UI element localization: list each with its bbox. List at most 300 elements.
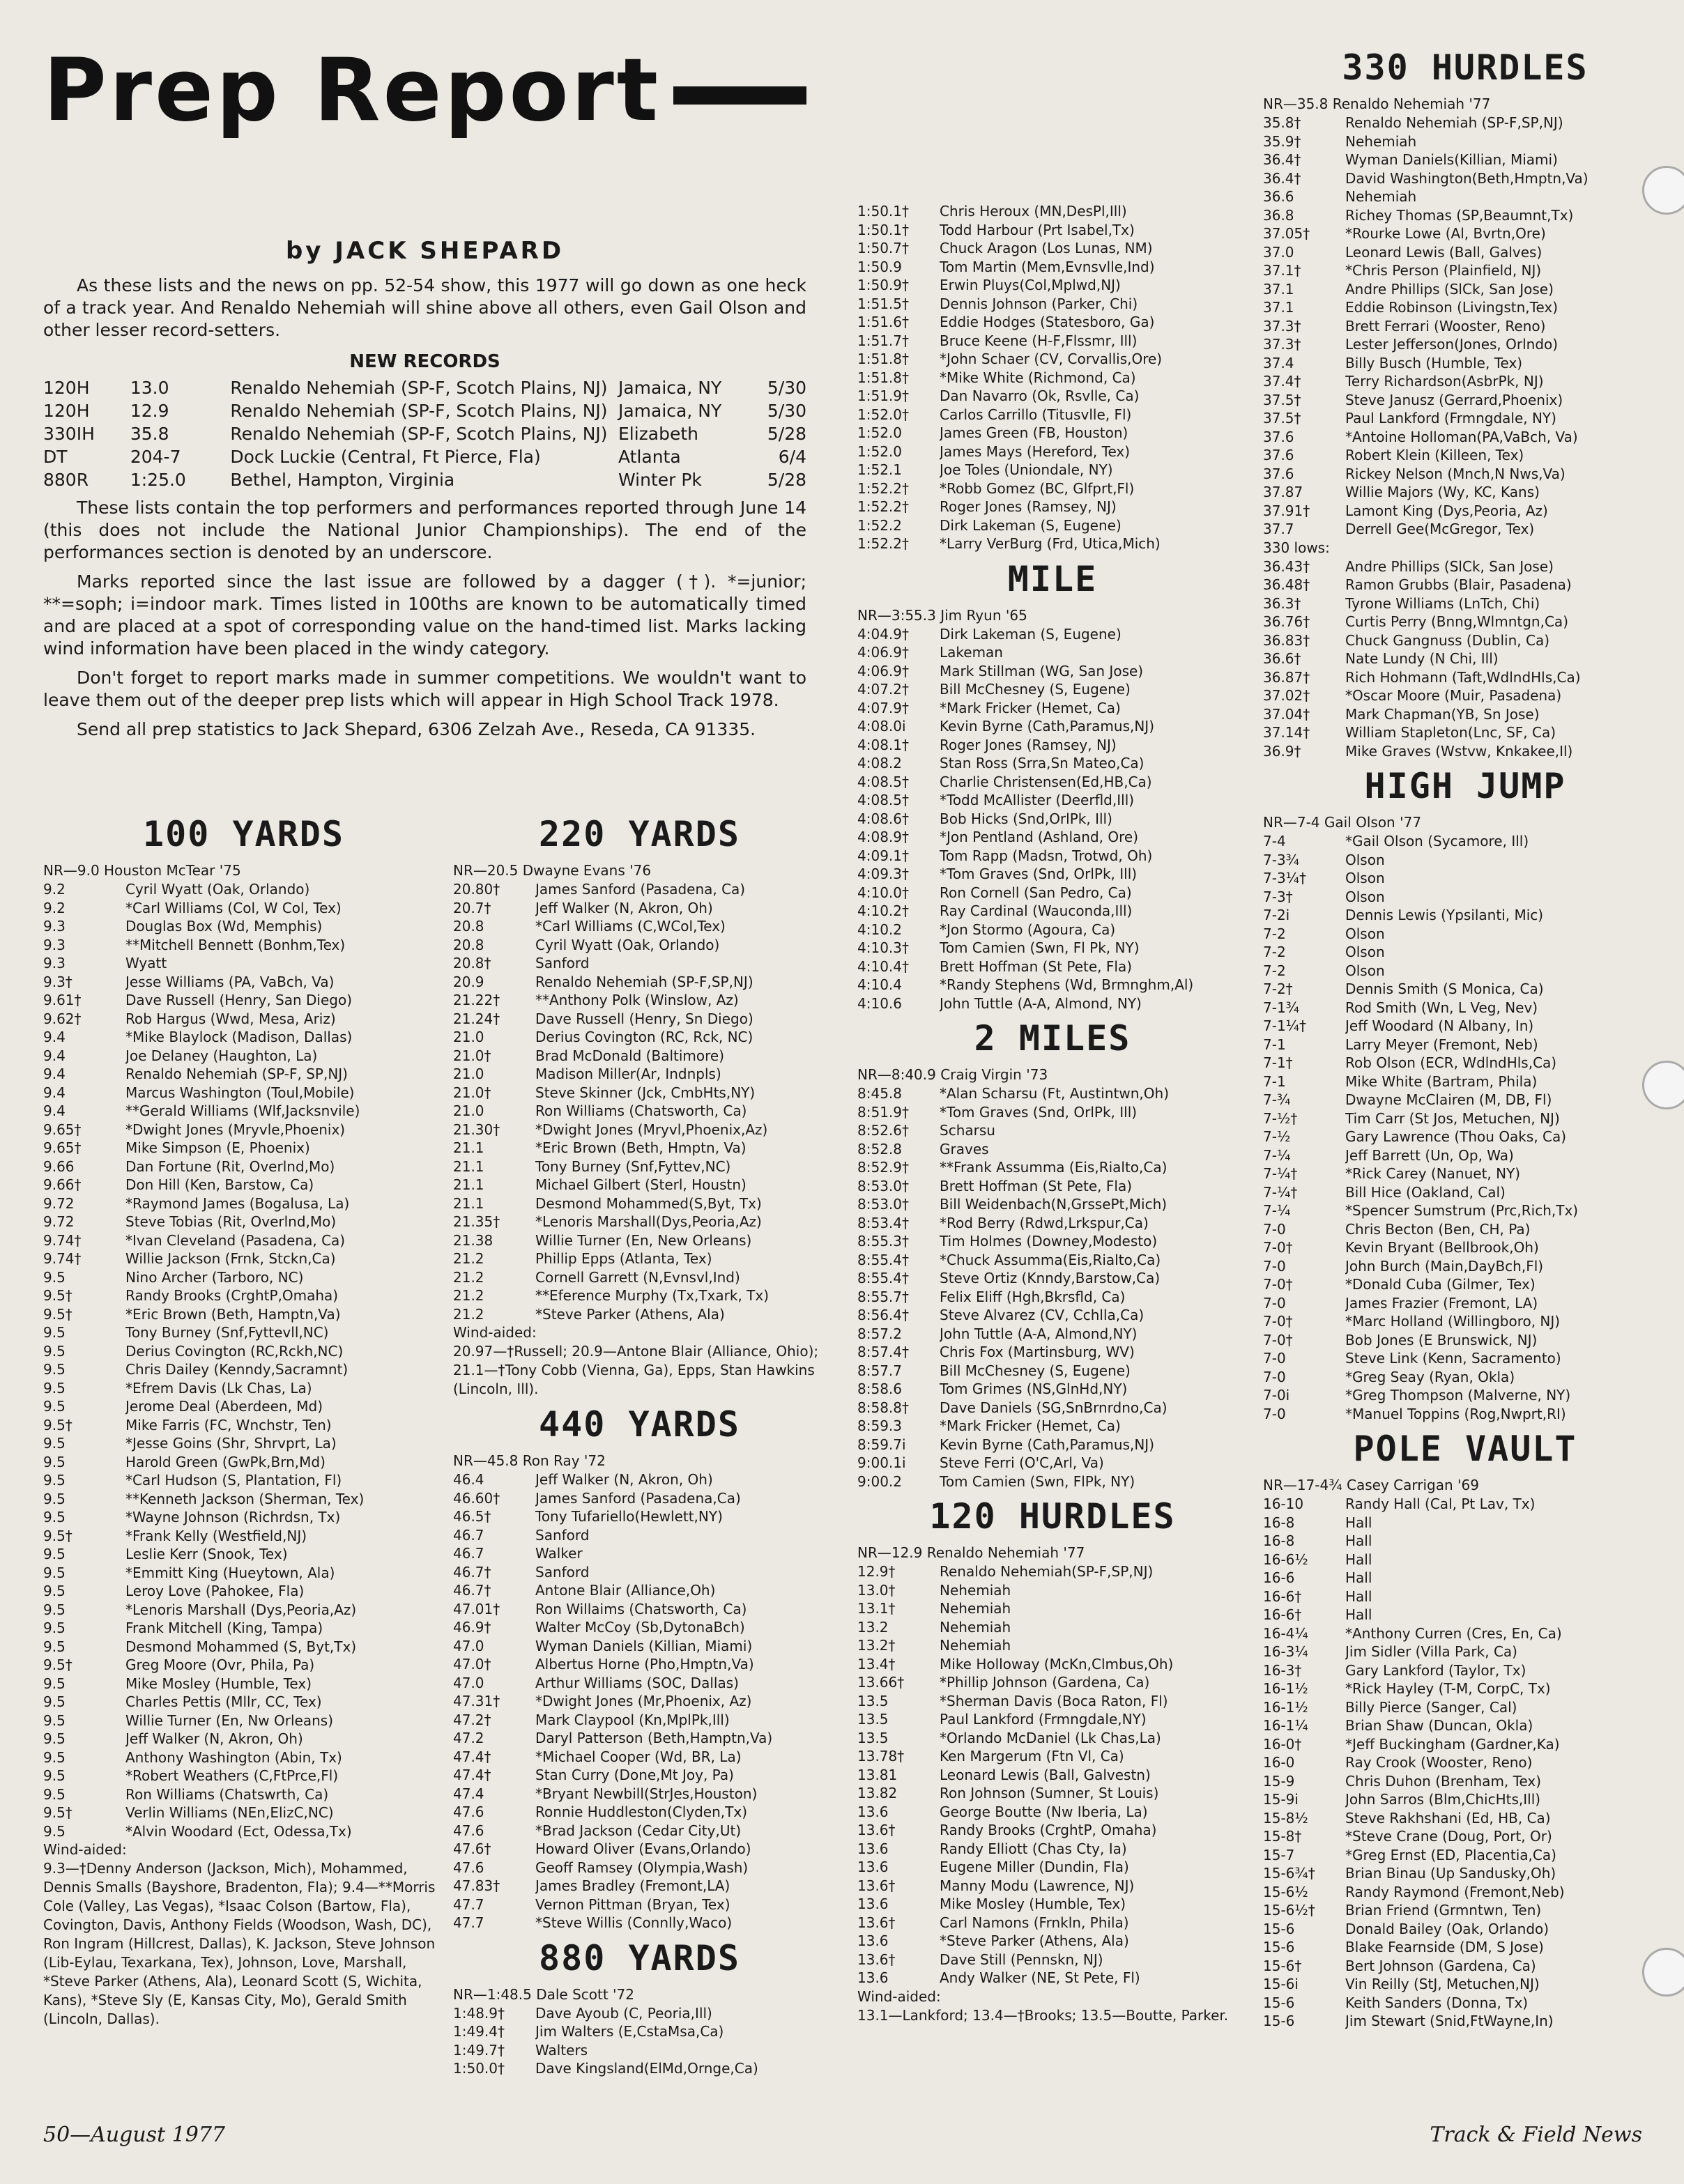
mark: 35.8† [1263,114,1301,131]
list-item [857,1084,1248,1103]
mark: 1:50.9† [857,277,909,293]
list-item [43,1712,444,1730]
athlete: *Frank Kelly (Westfield,NJ) [125,1527,307,1544]
mark: 13.6 [857,1969,889,1986]
mark: 4:08.6† [857,810,909,827]
athlete: Arthur Williams (SOC, Dallas) [535,1674,739,1691]
mark: 16-1½ [1263,1680,1308,1697]
list-item [43,1416,444,1435]
list-item [453,1489,826,1508]
athlete: Nehemiah [940,1637,1011,1654]
mark: 16-1½ [1263,1698,1308,1716]
athlete: Randy Brooks (CrghtP, Omaha) [940,1822,1157,1838]
list-item [453,1581,826,1600]
list-item [857,1747,1248,1766]
athlete: Bill McChesney (S, Eugene) [940,1362,1131,1379]
athlete: Tom Camien (Swn, FlPk, NY) [940,1472,1135,1490]
athlete: Renaldo Nehemiah (SP-F, SP,NJ) [125,1066,348,1082]
athlete: Steve Ortiz (Knndy,Barstow,Ca) [940,1270,1161,1286]
athlete: Wyman Daniels (Killian, Miami) [535,1637,753,1654]
athlete: Paul Lankford (Frmngdale,NY) [940,1711,1147,1728]
mark: 1:51.8† [857,351,909,367]
list-item [43,1582,444,1601]
athlete: Graves [940,1140,989,1158]
athlete: *Alvin Woodard (Ect, Odessa,Tx) [125,1822,352,1840]
athlete: Ray Crook (Wooster, Reno) [1345,1754,1533,1771]
wind-aided-marks: 13.1—Lankford; 13.4—†Brooks; 13.5—Boutte, Parker. [857,2006,1229,2024]
mark: 13.6 [857,1932,889,1949]
mark: 13.4† [857,1655,896,1672]
list-item [1263,1164,1667,1183]
athlete: Joe Delaney (Haughton, La) [125,1047,318,1064]
athlete: Dennis Johnson (Parker, Chi) [940,295,1138,312]
athlete: Jesse Williams (PA, VaBch, Va) [125,973,335,990]
mark: 7-0 [1263,1368,1286,1385]
athlete: *Eric Brown (Beth, Hmptn, Va) [535,1139,747,1156]
list-item [857,699,1248,718]
athlete: Steve Ferri (O'C,Arl, Va) [940,1454,1104,1471]
mark: 9.5 [43,1822,66,1840]
list-item [1263,1368,1667,1387]
column-distance [857,202,1248,2029]
section-100-yards [43,814,444,2029]
list-item [857,939,1248,958]
list-item [43,1176,444,1194]
list-item [1263,1809,1667,1828]
record-cell: 880R [43,470,89,490]
sublist-label: 330 lows: [1263,539,1330,556]
section-heading: 330 HURDLES [1342,47,1589,88]
list-item [43,1785,444,1804]
athlete: Sanford [535,955,590,971]
column-field [1263,42,1667,2035]
mark: 4:09.1† [857,847,909,864]
mark: 37.6 [1263,465,1294,482]
list-item [1263,1938,1667,1957]
athlete: **Kenneth Jackson (Sherman, Tex) [125,1490,365,1507]
record-cell: Renaldo Nehemiah (SP-F, Scotch Plains, NJ) [230,401,608,421]
mark: 9.5 [43,1638,66,1655]
athlete: Steve Alvarez (CV, Cchlla,Ca) [940,1307,1145,1323]
mark: 46.7 [453,1526,484,1544]
list-item [857,1655,1248,1674]
section-880-cont [857,202,1248,553]
list-item [453,1194,826,1213]
mark: 8:57.4† [857,1344,909,1360]
mark: 9.3 [43,936,66,953]
wind-aided-label: Wind-aided: [43,1841,127,1858]
athlete: Chuck Gangnuss (Dublin, Ca) [1345,631,1550,649]
list-item [1263,1753,1667,1772]
athlete: Dan Fortune (Rit, Overlnd,Mo) [125,1158,335,1175]
athlete: *Antoine Holloman(PA,VaBch, Va) [1345,428,1578,445]
list-item [43,1822,444,1841]
list-item [43,1342,444,1361]
mark: 16-4¼ [1263,1624,1308,1642]
list-item [43,1305,444,1324]
list-item [453,2059,826,2078]
mark: 46.5† [453,1508,491,1525]
list-item [1263,1220,1667,1239]
athlete: William Stapleton(Lnc, SF, Ca) [1345,724,1556,741]
mark: 46.9† [453,1619,491,1636]
list-item [857,754,1248,773]
mark: 9.5 [43,1490,66,1507]
athlete: Tim Holmes (Downey,Modesto) [940,1233,1158,1249]
list-item [1263,243,1667,262]
mark: 7-0† [1263,1239,1293,1256]
mark: 13.81 [857,1766,898,1783]
mark: 9.5 [43,1675,66,1692]
athlete: Bill McChesney (S, Eugene) [940,681,1131,698]
athlete: Olson [1345,851,1385,868]
mark: 15-6 [1263,1939,1295,1955]
athlete: Ray Cardinal (Wauconda,Ill) [940,902,1133,919]
athlete: **Frank Assumma (Eis,Rialto,Ca) [940,1159,1168,1176]
mark: 1:49.4† [453,2023,505,2040]
mark: 47.6 [453,1822,484,1839]
section-high-jump [1263,766,1667,1423]
athlete: *Greg Seay (Ryan, Okla) [1345,1368,1515,1385]
list-item [1263,1846,1667,1865]
mark: 4:10.2† [857,902,909,919]
mark: 46.7† [453,1582,491,1599]
note-paragraph: Send all prep statistics to Jack Shepard, 6306 Zelzah Ave., Reseda, CA 91335. [77,719,756,739]
list-item [1263,888,1667,907]
list-item [453,1084,826,1102]
list-item [453,1711,826,1730]
list-item [1263,686,1667,705]
list-item [857,1895,1248,1914]
athlete: *Spencer Sumstrum (Prc,Rich,Tx) [1345,1202,1579,1219]
list-item [1263,1661,1667,1680]
national-record: NR—35.8 Renaldo Nehemiah '77 [1263,95,1491,112]
athlete: Billy Pierce (Sanger, Cal) [1345,1698,1517,1716]
athlete: *Emmitt King (Hueytown, Ala) [125,1564,335,1581]
athlete: *Tom Graves (Snd, OrlPk, Ill) [940,1103,1138,1121]
mark: 13.2 [857,1618,889,1636]
mark: 9.2 [43,899,66,916]
list-item [43,1249,444,1268]
list-item [43,1527,444,1546]
mark: 13.6† [857,1951,896,1968]
record-cell: Elizabeth [618,424,699,444]
athlete: *Mark Fricker (Hemet, Ca) [940,1417,1121,1434]
list-item [1263,1735,1667,1754]
list-item [1263,576,1667,594]
mark: 4:10.0† [857,884,909,901]
section-heading: 2 MILES [974,1018,1131,1059]
athlete: Nehemiah [940,1581,1011,1599]
list-item [453,1249,826,1268]
list-item [857,1140,1248,1159]
column-100y [43,808,444,2033]
list-item [43,1286,444,1305]
mark: 7-0 [1263,1257,1286,1275]
list-item [857,1729,1248,1748]
mark: 46.7 [453,1545,484,1562]
athlete: Dwayne McClairen (M, DB, Fl) [1345,1091,1552,1108]
list-item [453,1268,826,1287]
mark: 7-2 [1263,962,1286,979]
athlete: Nate Lundy (N Chi, Ill) [1345,650,1499,667]
athlete: Keith Sanders (Donna, Tx) [1345,1994,1529,2011]
mark: 7-¼† [1263,1165,1298,1182]
athlete: Dirk Lakeman (S, Eugene) [940,625,1122,643]
mark: 9.74† [43,1231,82,1249]
list-item [1263,1017,1667,1036]
national-record: NR—12.9 Renaldo Nehemiah '77 [857,1544,1085,1561]
record-cell: 120H [43,378,90,398]
list-item [43,1804,444,1822]
mark: 20.7† [453,899,491,916]
list-item [1263,649,1667,668]
athlete: Tyrone Williams (LnTch, Chi) [1345,594,1540,612]
mark: 47.83† [453,1877,500,1894]
athlete: *Tom Graves (Snd, OrlPk, Ill) [940,866,1138,882]
athlete: Jeff Walker (N, Akron, Oh) [125,1730,303,1747]
mark: 4:10.3† [857,939,909,956]
athlete: John Tuttle (A-A, Almond,NY) [940,1325,1138,1342]
athlete: Jim Sidler (Villa Park, Ca) [1345,1643,1517,1660]
mark: 9.2 [43,881,66,898]
athlete: Larry Meyer (Fremont, Neb) [1345,1036,1538,1053]
athlete: **Mitchell Bennett (Bonhm,Tex) [125,936,346,953]
list-item [857,1840,1248,1859]
mark: 1:51.8† [857,369,909,386]
list-item [857,1636,1248,1655]
mark: 15-6½† [1263,1902,1315,1918]
athlete: Kevin Bryant (Bellbrook,Oh) [1345,1239,1539,1256]
intro-text [43,275,806,341]
list-item [857,1158,1248,1177]
athlete: Ron Willaims (Chatsworth, Ca) [535,1600,747,1617]
list-item [43,1434,444,1453]
list-item [857,1214,1248,1233]
list-item [857,443,1248,461]
mark: 9.74† [43,1250,82,1267]
list-item [857,1766,1248,1785]
list-item [1263,1569,1667,1587]
mark: 4:10.4† [857,958,909,975]
list-item [453,1655,826,1674]
list-item [453,2022,826,2041]
mark: 37.3† [1263,317,1301,334]
athlete: Jeff Walker (N, Akron, Oh) [535,899,713,916]
athlete: *Dwight Jones (Mr,Phoenix, Az) [535,1693,752,1709]
mark: 9.4 [43,1102,66,1119]
mark: 9.66† [43,1176,82,1193]
mark: 7-¾ [1263,1091,1291,1108]
mark: 16-3¼ [1263,1643,1308,1660]
list-item [857,921,1248,939]
list-item [453,1544,826,1563]
list-item [857,295,1248,314]
record-cell: Dock Luckie (Central, Ft Pierce, Fla) [230,447,541,467]
athlete: Ron Williams (Chatsworth, Ca) [535,1102,747,1119]
list-item [857,276,1248,295]
mark: 37.7 [1263,521,1294,537]
list-item [1263,391,1667,410]
list-item [1263,869,1667,888]
athlete: Chris Heroux (MN,DesPl,Ill) [940,203,1127,220]
list-item [857,1618,1248,1637]
title-rule [673,86,806,105]
list-item [453,1803,826,1822]
note-paragraph: Don't forget to report marks made in summer competitions. We wouldn't want to leave them out of the deeper prep lists which will appear in High School Track 1978. [43,668,806,710]
list-item [1263,906,1667,925]
athlete: *Rick Hayley (T-M, CorpC, Tx) [1345,1680,1551,1697]
athlete: Willie Turner (En, Nw Orleans) [125,1712,333,1729]
list-item [453,1674,826,1693]
mark: 9.5 [43,1268,66,1286]
athlete: Sanford [535,1563,590,1581]
list-item [43,1047,444,1066]
athlete: Daryl Patterson (Beth,Hamptn,Va) [535,1730,773,1746]
mark: 13.82 [857,1785,898,1801]
list-item [1263,114,1667,132]
athlete: Rod Smith (Wn, L Veg, Nev) [1345,999,1538,1016]
mark: 16-6† [1263,1587,1302,1605]
list-item [453,1139,826,1158]
athlete: James Mays (Hereford, Tex) [940,443,1131,460]
record-cell: Bethel, Hampton, Virginia [230,470,455,490]
athlete: Randy Brooks (CrghtP,Omaha) [125,1287,339,1304]
athlete: Vin Reilly (StJ, Metuchen,NJ) [1345,1976,1540,1992]
list-item [1263,502,1667,521]
mark: 20.8 [453,918,484,935]
mark: 36.76† [1263,613,1310,630]
mark: 4:09.3† [857,866,909,882]
list-item [453,1914,826,1932]
mark: 9.5 [43,1767,66,1784]
athlete: Mike Graves (Wstvw, Knkakee,Il) [1345,742,1573,760]
list-item [857,350,1248,369]
list-item [453,1600,826,1619]
list-item [857,1472,1248,1491]
list-item [43,973,444,992]
athlete: Hall [1345,1569,1372,1586]
mark: 9.72 [43,1213,75,1230]
mark: 47.31† [453,1693,500,1709]
list-item [857,1195,1248,1214]
list-item [1263,1994,1667,2013]
mark: 47.0 [453,1637,484,1654]
list-item [857,1673,1248,1692]
list-item [1263,1790,1667,1809]
athlete: Donald Bailey (Oak, Orlando) [1345,1920,1549,1937]
athlete: Terry Richardson(AsbrPk, NJ) [1345,373,1544,390]
athlete: Don Hill (Ken, Barstow, Ca) [125,1176,314,1193]
mark: 13.66† [857,1674,905,1691]
athlete: *Dwight Jones (Mryvle,Phoenix) [125,1121,346,1138]
list-item [453,1028,826,1047]
list-item [857,498,1248,516]
list-item [857,1399,1248,1417]
section-heading: 220 YARDS [539,814,740,854]
athlete: Willie Majors (Wy, KC, Kans) [1345,484,1540,500]
athlete: John Sarros (Blm,ChicHts,Ill) [1345,1791,1541,1808]
mark: 9.5 [43,1453,66,1470]
record-cell: Atlanta [618,447,681,467]
list-item [857,1121,1248,1140]
list-item [857,1288,1248,1307]
mark: 7-¼ [1263,1146,1291,1164]
mark: 12.9† [857,1563,896,1580]
mark: 1:52.0† [857,406,909,423]
athlete: Vernon Pittman (Bryan, Tex) [535,1895,730,1913]
mark: 35.9† [1263,132,1301,150]
athlete: Eugene Miller (Dundin, Fla) [940,1859,1129,1875]
record-cell: 5/28 [767,470,806,490]
list-item [43,880,444,899]
athlete: Steve Link (Kenn, Sacramento) [1345,1350,1561,1367]
mark: 9:00.1i [857,1454,906,1471]
mark: 9.5† [43,1804,72,1821]
list-item [857,625,1248,644]
list-item [1263,999,1667,1017]
mark: 13.6 [857,1895,889,1912]
athlete: Douglas Box (Wd, Memphis) [125,918,323,935]
list-item [453,1047,826,1066]
athlete: Dennis Smith (S Monica, Ca) [1345,981,1544,997]
list-item [857,369,1248,387]
athlete: *Randy Stephens (Wd, Brmnghm,Al) [940,976,1194,993]
mark: 1:52.0 [857,424,902,441]
record-cell: 6/4 [778,447,806,467]
athlete: *Mike Blaylock (Madison, Dallas) [125,1029,353,1045]
athlete: Sanford [535,1526,590,1544]
list-item [1263,631,1667,650]
byline: by JACK SHEPARD [285,237,565,265]
athlete: Marcus Washington (Toul,Mobile) [125,1084,355,1101]
athlete: Renaldo Nehemiah (SP-F,SP,NJ) [535,973,753,990]
mark: 21.0† [453,1084,491,1101]
athlete: Nehemiah [1345,132,1417,150]
athlete: Nehemiah [940,1618,1011,1636]
mark: 20.8 [453,936,484,953]
list-item [857,717,1248,736]
mark: 7-0 [1263,1350,1286,1367]
list-item [1263,1128,1667,1146]
national-record: NR—7-4 Gail Olson '77 [1263,814,1422,831]
mark: 1:51.6† [857,314,909,330]
athlete: *Phillip Johnson (Gardena, Ca) [940,1674,1150,1691]
athlete: Willie Jackson (Frnk, Stckn,Ca) [125,1250,336,1267]
mark: 8:52.6† [857,1122,909,1139]
athlete: *Brad Jackson (Cedar City,Ut) [535,1822,742,1839]
mark: 37.04† [1263,705,1310,723]
mark: 9.65† [43,1139,82,1156]
record-row [43,376,806,399]
list-item [1263,1975,1667,1994]
mark: 1:50.1† [857,221,909,238]
list-item [857,1692,1248,1711]
athlete: Olson [1345,962,1385,979]
list-item [453,1121,826,1139]
mark: 7-2 [1263,944,1286,960]
record-cell: 120H [43,401,90,421]
mark: 37.1 [1263,280,1294,298]
list-item [453,1563,826,1582]
mark: 21.30† [453,1121,500,1138]
mark: 13.78† [857,1748,905,1764]
athlete: John Tuttle (A-A, Almond, NY) [940,994,1142,1012]
athlete: *Dwight Jones (Mryvl,Phoenix,Az) [535,1121,768,1138]
mark: 13.6 [857,1840,889,1857]
mark: 21.35† [453,1213,500,1230]
mark: 9.3 [43,918,66,935]
